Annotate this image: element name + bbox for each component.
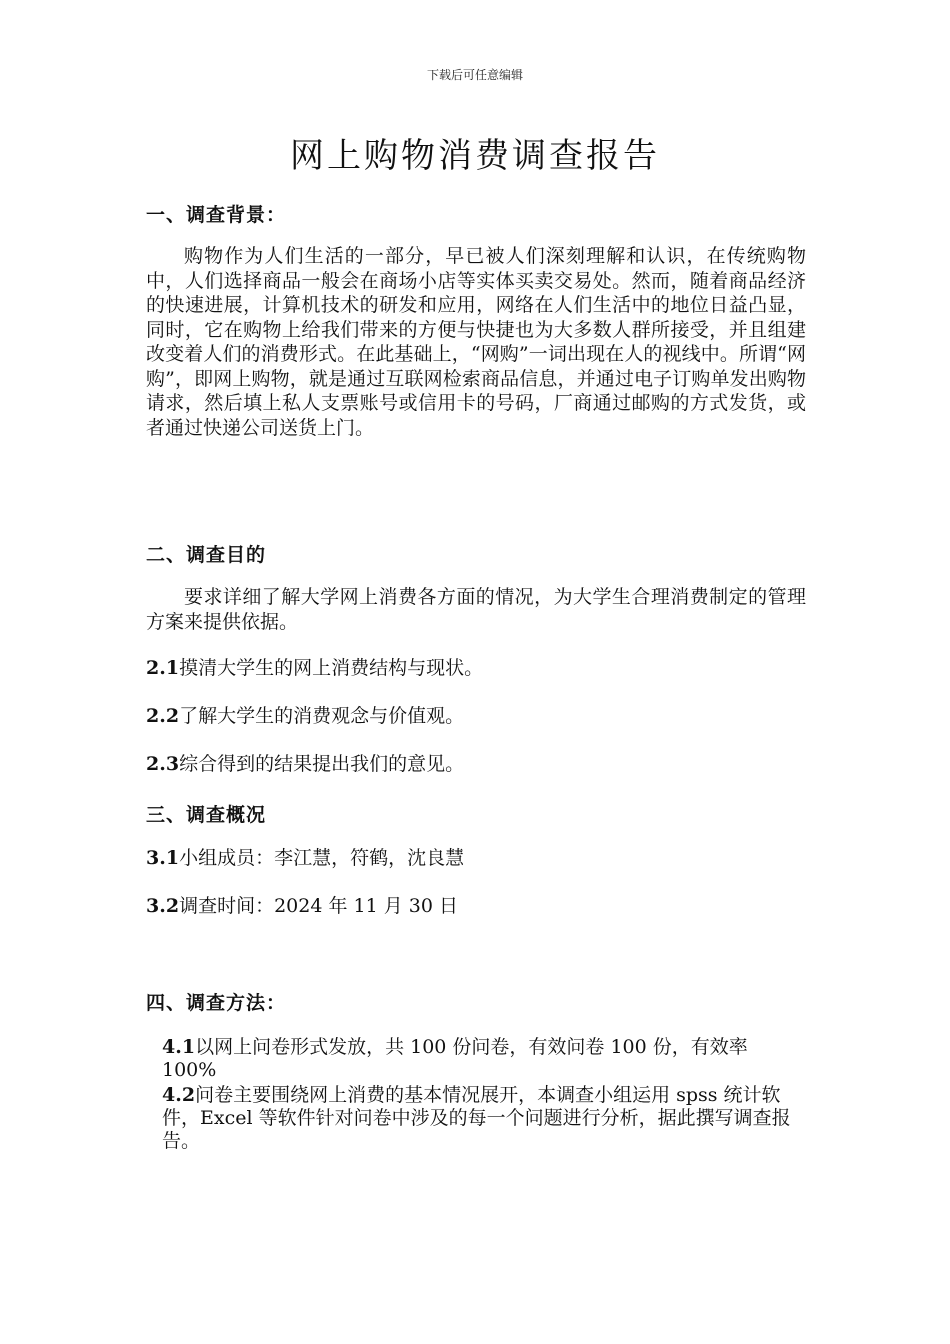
purpose-paragraph: 要求详细了解大学网上消费各方面的情况，为大学生合理消费制定的管理方案来提供依据。: [146, 586, 806, 633]
background-paragraph: 购物作为人们生活的一部分，早已被人们深刻理解和认识，在传统购物中，人们选择商品一般会在商场小店等实体买卖交易处。然而，随着商品经济的快速进展，计算机技术的研发和应用，网络在人们生活中的地位日益凸显，同时，它在购物上给我们带来的方便与快捷也为大多数人群所接受，并且组建改变着人们的消费形式。在此基础上，“网购”一词出现在人的视线中。所谓“网购”，即网上购物，就是通过互联网检索商品信息，并通过电子订购单发出购物请求，然后填上私人支票账号或信用卡的号码，厂商通过邮购的方式发货，或者通过快递公司送货上门。: [146, 245, 806, 439]
header-note: 下载后可任意编辑: [426, 68, 523, 82]
section-heading-method: 四、调查方法：: [146, 992, 287, 1014]
list-item: [146, 656, 806, 681]
list-item: [146, 704, 806, 729]
item-text: 问卷主要围绕网上消费的基本情况展开，本调查小组运用 spss 统计软件，Excel 等软件针对问卷中涉及的每一个问题进行分析，据此撰写调查报告。: [162, 1084, 791, 1152]
item-text: 以网上问卷形式发放，共 100 份问卷，有效问卷 100 份，有效率 100%: [162, 1036, 748, 1081]
section-heading-background: 一、调查背景：: [146, 204, 287, 226]
item-number: 2.3: [146, 753, 180, 775]
list-item: [146, 846, 806, 871]
list-item: [162, 1036, 807, 1082]
list-item: [162, 1084, 807, 1153]
list-item: [146, 894, 806, 919]
item-text: 了解大学生的消费观念与价值观。: [179, 705, 465, 727]
page-title: 网上购物消费调查报告: [290, 136, 660, 176]
item-number: 4.2: [162, 1084, 196, 1106]
item-text: 小组成员：李江慧，符鹤，沈良慧: [179, 847, 465, 869]
section-heading-purpose: 二、调查目的: [146, 544, 267, 566]
item-number: 3.1: [146, 847, 180, 869]
section-heading-overview: 三、调查概况: [146, 804, 267, 826]
item-text: 综合得到的结果提出我们的意见。: [179, 753, 465, 775]
item-number: 2.2: [146, 705, 180, 727]
item-number: 2.1: [146, 657, 180, 679]
item-number: 3.2: [146, 895, 180, 917]
list-item: [146, 752, 806, 777]
item-text: 调查时间：2024 年 11 月 30 日: [179, 895, 458, 917]
item-number: 4.1: [162, 1036, 196, 1058]
item-text: 摸清大学生的网上消费结构与现状。: [179, 657, 484, 679]
